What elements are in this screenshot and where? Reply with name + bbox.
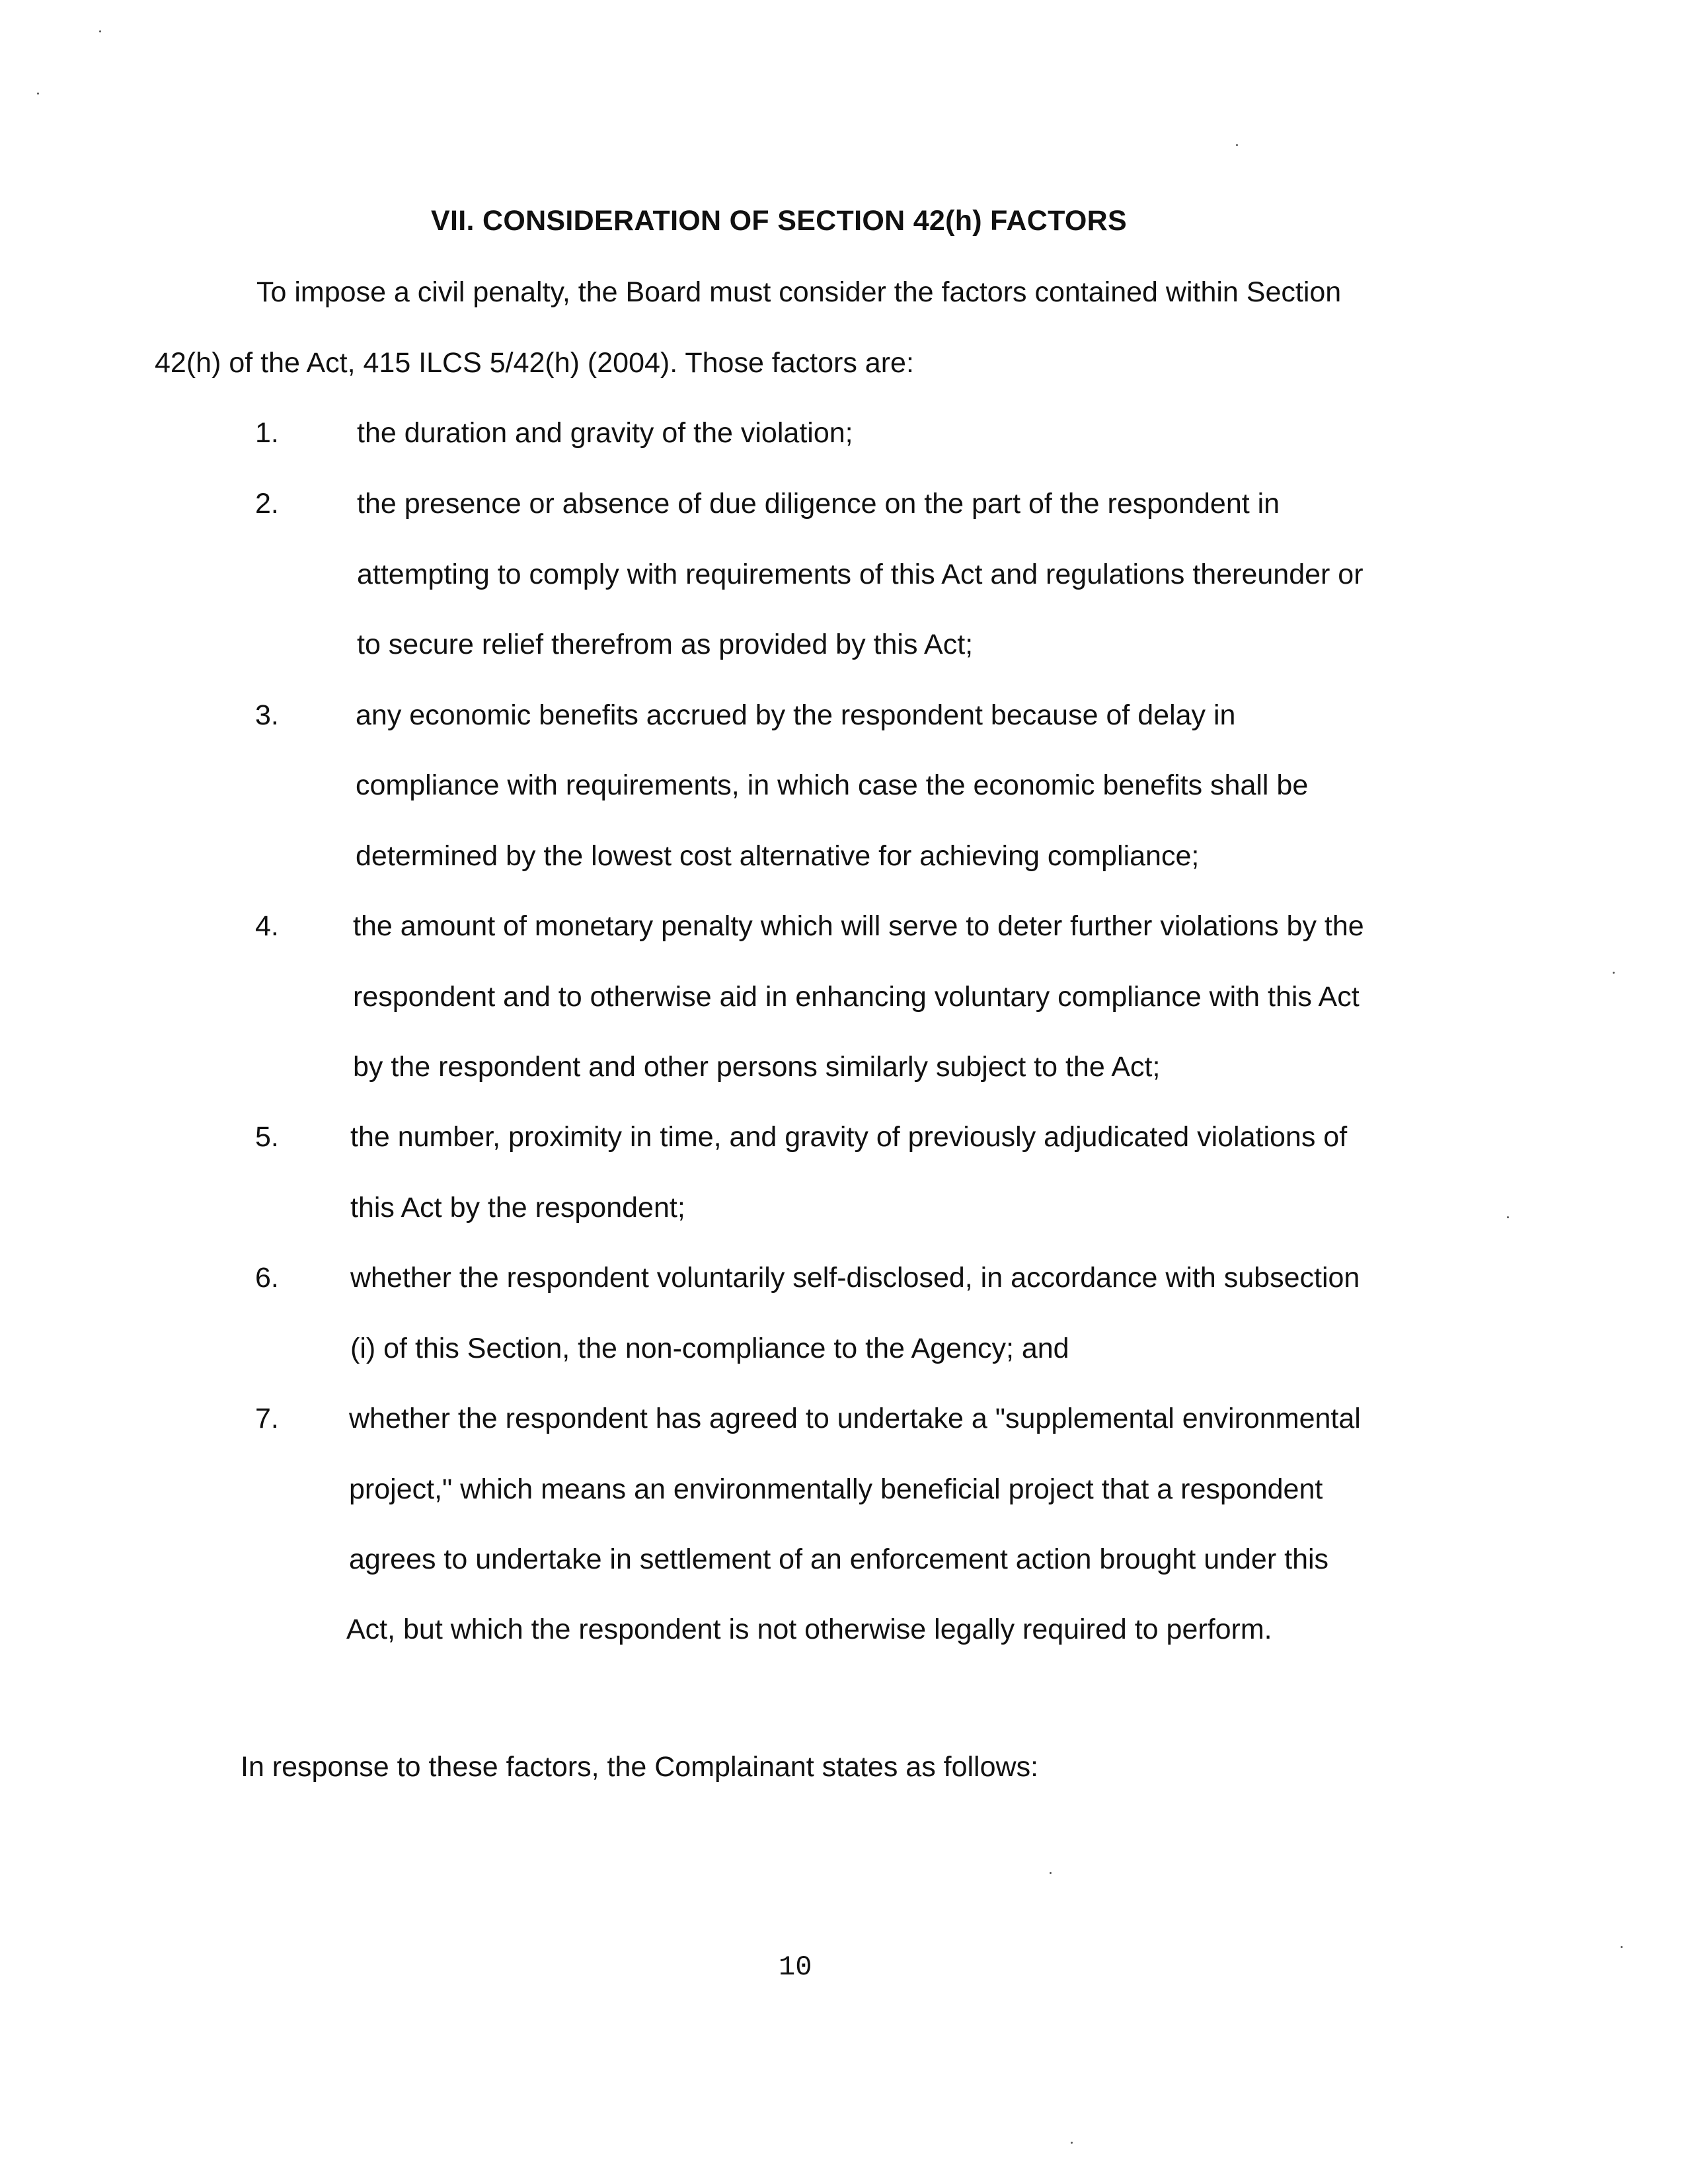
factor-text-line: the number, proximity in time, and gravity of previously adjudicated violations of <box>350 1121 1348 1153</box>
scan-speck <box>1613 972 1615 974</box>
factor-number: 4. <box>255 910 279 942</box>
factor-text-line: attempting to comply with requirements of this Act and regulations thereunder or <box>357 559 1364 590</box>
factor-text-line: the duration and gravity of the violation; <box>357 417 853 449</box>
factor-number: 7. <box>255 1403 279 1434</box>
intro-line-1: To impose a civil penalty, the Board must consider the factors contained within Section <box>256 276 1342 308</box>
factor-text-line: to secure relief therefrom as provided by this Act; <box>357 629 974 660</box>
factor-number: 6. <box>255 1262 279 1294</box>
factor-number: 1. <box>255 417 279 449</box>
factor-text-line: by the respondent and other persons similarly subject to the Act; <box>353 1051 1161 1083</box>
factor-text-line: project," which means an environmentally beneficial project that a respondent <box>349 1473 1323 1505</box>
factor-text-line: (i) of this Section, the non-compliance to the Agency; and <box>350 1333 1069 1364</box>
factor-text-line: whether the respondent has agreed to undertake a "supplemental environmental <box>349 1403 1361 1434</box>
scan-speck <box>1236 144 1238 146</box>
closing-statement: In response to these factors, the Complainant states as follows: <box>241 1751 1039 1783</box>
scan-speck <box>37 93 39 95</box>
factor-number: 5. <box>255 1121 279 1153</box>
factor-number: 2. <box>255 488 279 520</box>
factor-text-line: agrees to undertake in settlement of an enforcement action brought under this <box>349 1543 1329 1575</box>
factor-text-line: the amount of monetary penalty which will serve to deter further violations by the <box>353 910 1364 942</box>
factor-text-line: any economic benefits accrued by the respondent because of delay in <box>356 699 1236 731</box>
factor-text-line: compliance with requirements, in which case the economic benefits shall be <box>356 769 1309 801</box>
scan-speck <box>1621 1946 1623 1948</box>
factor-text-line: respondent and to otherwise aid in enhancing voluntary compliance with this Act <box>353 981 1360 1013</box>
scan-speck <box>1071 2142 1073 2144</box>
factor-number: 3. <box>255 699 279 731</box>
intro-line-2: 42(h) of the Act, 415 ILCS 5/42(h) (2004). Those factors are: <box>155 347 914 379</box>
scan-speck <box>99 30 101 32</box>
page-number: 10 <box>779 1951 812 1983</box>
factor-text-line: the presence or absence of due diligence on the part of the respondent in <box>357 488 1280 520</box>
factor-text-line: whether the respondent voluntarily self-disclosed, in accordance with subsection <box>350 1262 1360 1294</box>
scan-speck <box>1507 1216 1509 1218</box>
factor-text-line: determined by the lowest cost alternative for achieving compliance; <box>356 840 1200 872</box>
factor-text-line: this Act by the respondent; <box>350 1192 685 1224</box>
factor-text-line: Act, but which the respondent is not otherwise legally required to perform. <box>346 1614 1272 1645</box>
section-heading: VII. CONSIDERATION OF SECTION 42(h) FACTORS <box>431 205 1127 237</box>
scan-speck <box>1050 1872 1052 1874</box>
